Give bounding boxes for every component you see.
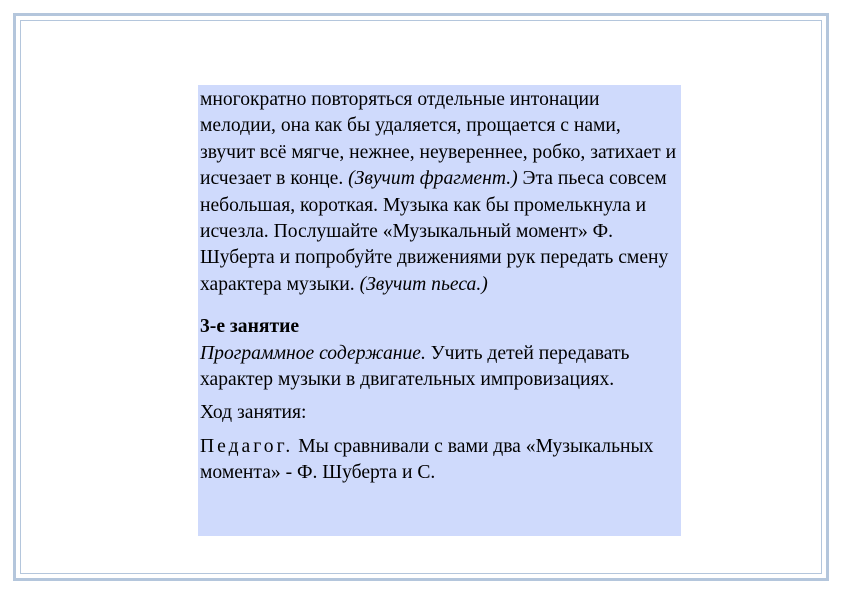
program-label: Программное содержание. <box>200 342 426 364</box>
teacher-label: Педагог. <box>200 435 294 457</box>
description-text-continued: Эта пьеса совсем небольшая, короткая. Музыка как бы промелькнула и исчезла. Послушайте «Музыкальный момент» Ф. Шуберта и попробуйте движениями рук передать смену характера музыки. <box>200 168 669 295</box>
lesson-heading: 3-е занятие <box>200 316 300 338</box>
paragraph-teacher <box>200 434 679 487</box>
paragraph-description <box>200 87 679 298</box>
stage-direction-piece: (Звучит пьеса.) <box>359 273 488 295</box>
program-text: Учить детей передавать характер музыки в двигательных импровизациях. <box>200 342 630 391</box>
text-block <box>198 85 681 536</box>
stage-direction-fragment: (Звучит фрагмент.) <box>348 168 518 190</box>
paragraph-program <box>200 341 679 394</box>
description-text: многократно повторяться отдельные интонации мелодии, она как бы удаляется, прощается с нами, звучит всё мягче, нежнее, неувереннее, робко, затихает и исчезает в конце. <box>200 89 677 190</box>
teacher-text: Мы сравнивали с вами два «Музыкальных момента» - Ф. Шуберта и С. <box>200 435 654 484</box>
lesson-course-label: Ход занятия: <box>200 402 307 424</box>
